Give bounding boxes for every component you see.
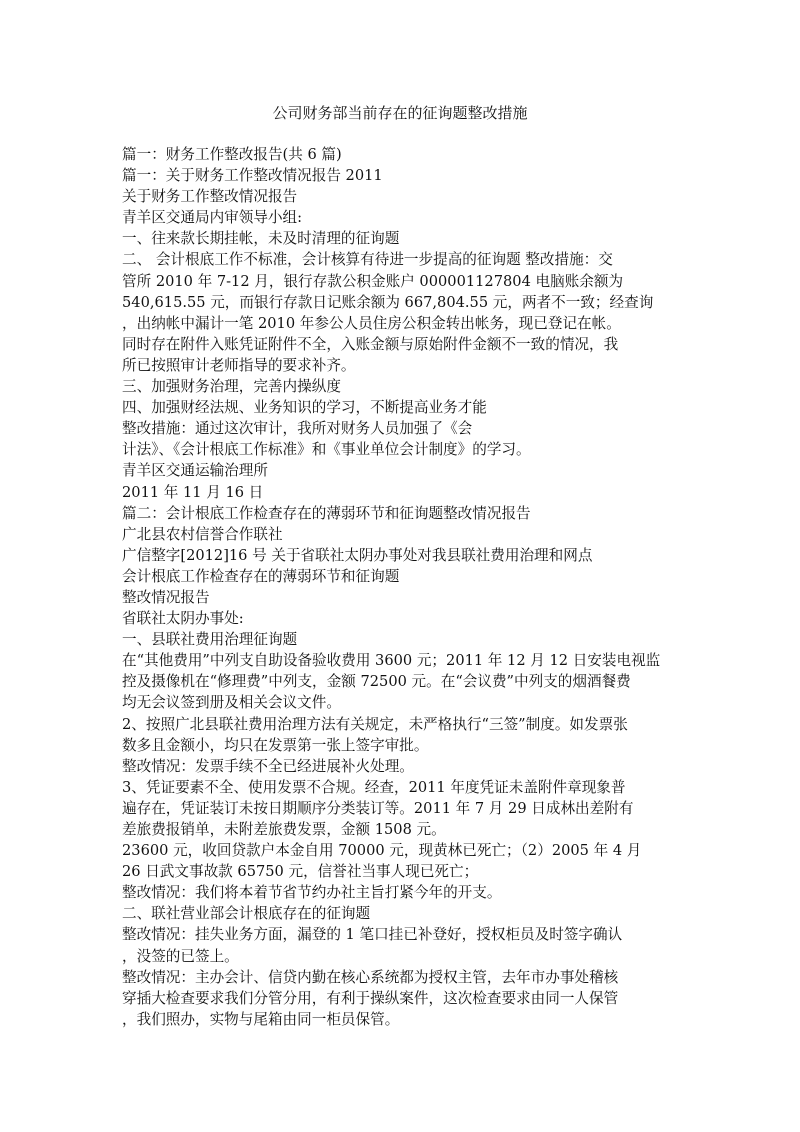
body-line: 整改措施：通过这次审计，我所对财务人员加强了《会 [122, 420, 473, 438]
body-line: 整改情况：发票手续不全已经进展补火处理。 [122, 757, 414, 775]
body-line: 3、凭证要素不全、使用发票不合规。经查，2011 年度凭证未盖附件章现象普 [122, 778, 626, 796]
body-line: 2011 年 11 月 16 日 [122, 483, 264, 501]
body-line: ，出纳帐中漏计一笔 2010 年参公人员住房公积金转出帐务，现已登记在帐。 [122, 314, 621, 332]
body-line: 整改情况：主办会计、信贷内勤在核心系统都为授权主管，去年市办事处稽核 [122, 968, 619, 986]
body-line: 穿插大检查要求我们分管分用，有利于操纵案件，这次检查要求由同一人保管 [122, 989, 619, 1007]
body-line: 差旅费报销单，未附差旅费发票，金额 1508 元。 [122, 821, 446, 838]
body-line: 二、 会计根底工作不标准，会计核算有待进一步提高的征询题 整改措施：交 [122, 251, 613, 269]
body-line: 广北县农村信誉合作联社 [122, 525, 283, 543]
body-line: 26 日武文事故款 65750 元，信誉社当事人现已死亡； [122, 863, 479, 881]
body-line: 篇二：会计根底工作检查存在的薄弱环节和征询题整改情况报告 [122, 504, 531, 522]
body-line: 数多且金额小，均只在发票第一张上签字审批。 [122, 736, 429, 754]
body-line: 整改情况：挂失业务方面，漏登的 1 笔口挂已补登好，授权柜员及时签字确认 [122, 926, 623, 944]
body-line: 三、加强财务治理，完善内操纵度 [122, 378, 341, 396]
document-body [122, 144, 682, 1030]
body-line: 篇一：关于财务工作整改情况报告 2011 [122, 167, 383, 185]
body-line: ，没签的已签上。 [122, 947, 239, 965]
body-line: 遍存在，凭证装订未按日期顺序分类装订等。2011 年 7 月 29 日成林出差附有 [122, 799, 634, 817]
body-line: 关于财务工作整改情况报告 [122, 188, 298, 206]
body-line: 篇一：财务工作整改报告(共 6 篇) [122, 146, 342, 163]
body-line: 540,615.55 元，而银行存款日记账余额为 667,804.55 元，两者不一致；经查询 [122, 293, 654, 311]
body-line: 一、往来款长期挂帐，未及时清理的征询题 [122, 230, 400, 248]
body-line: 同时存在附件入账凭证附件不全，入账金额与原始附件金额不一致的情况，我 [122, 335, 619, 353]
body-line: 一、县联社费用治理征询题 [122, 631, 298, 649]
body-line: 2、按照广北县联社费用治理方法有关规定，未严格执行“三签”制度。如发票张 [122, 715, 628, 733]
body-line: 四、加强财经法规、业务知识的学习，不断提高业务才能 [122, 399, 487, 417]
body-line: 所已按照审计老师指导的要求补齐。 [122, 356, 356, 374]
body-line: 二、联社营业部会计根底存在的征询题 [122, 905, 371, 923]
body-line: ，我们照办，实物与尾箱由同一柜员保管。 [122, 1010, 400, 1028]
body-line: 整改情况：我们将本着节省节约办社主旨打紧今年的开支。 [122, 884, 502, 902]
body-line: 控及摄像机在“修理费”中列支，金额 72500 元。在“会议费”中列支的烟酒餐费 [122, 673, 631, 691]
body-line: 青羊区交通局内审领导小组: [122, 209, 303, 227]
body-line: 会计根底工作检查存在的薄弱环节和征询题 [122, 567, 400, 585]
body-line: 计法》、《会计根底工作标准》和《事业单位会计制度》的学习。 [122, 441, 531, 459]
body-line: 均无会议签到册及相关会议文件。 [122, 694, 341, 712]
body-line: 在“其他费用”中列支自助设备验收费用 3600 元；2011 年 12 月 12 日安装电视监 [122, 652, 661, 670]
body-line: 广信整字[2012]16 号 关于省联社太阴办事处对我县联社费用治理和网点 [122, 546, 593, 564]
body-line: 23600 元，收回贷款户本金自用 70000 元，现黄林已死亡；（2）2005 年 4 月 [122, 842, 642, 860]
body-line: 整改情况报告 [122, 588, 210, 606]
document-title: 公司财务部当前存在的征询题整改措施 [272, 104, 528, 122]
body-line: 青羊区交通运输治理所 [122, 462, 268, 480]
body-line: 管所 2010 年 7-12 月，银行存款公积金账户 000001127804 电脑账余额为 [122, 272, 624, 290]
body-line: 省联社太阴办事处: [122, 610, 244, 628]
